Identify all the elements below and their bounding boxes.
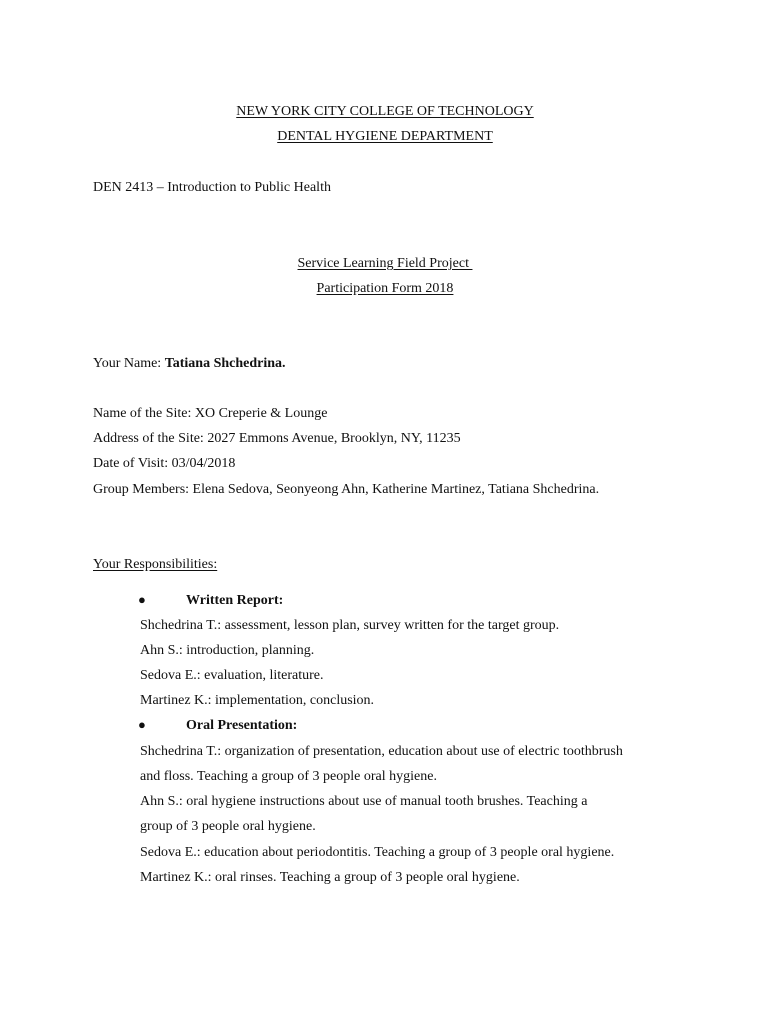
responsibilities-heading: Your Responsibilities: (93, 557, 218, 572)
oral-presentation-title: Oral Presentation: (186, 718, 298, 733)
course-line: DEN 2413 – Introduction to Public Health (93, 180, 331, 195)
written-line: Shchedrina T.: assessment, lesson plan, survey written for the target group. (140, 618, 560, 633)
form-title-line1: Service Learning Field Project (297, 256, 473, 271)
written-line: Ahn S.: introduction, planning. (140, 643, 315, 658)
bullet-icon: ● (138, 592, 146, 607)
bullet-icon: ● (138, 717, 146, 732)
site-address-line: Address of the Site: 2027 Emmons Avenue, Brooklyn, NY, 11235 (93, 431, 461, 446)
oral-line: Shchedrina T.: organization of presentation, education about use of electric toothbrush (140, 744, 623, 759)
oral-line: Martinez K.: oral rinses. Teaching a group of 3 people oral hygiene. (140, 870, 520, 885)
department-title: DENTAL HYGIENE DEPARTMENT (277, 129, 493, 144)
oral-line: and floss. Teaching a group of 3 people oral hygiene. (140, 769, 437, 784)
oral-line: group of 3 people oral hygiene. (140, 819, 316, 834)
visit-date-line: Date of Visit: 03/04/2018 (93, 456, 236, 471)
written-line: Martinez K.: implementation, conclusion. (140, 693, 375, 708)
oral-line: Ahn S.: oral hygiene instructions about use of manual tooth brushes. Teaching a (140, 794, 588, 809)
college-title: NEW YORK CITY COLLEGE OF TECHNOLOGY (236, 104, 534, 119)
name-line (93, 355, 286, 373)
name-value: Tatiana Shchedrina. (164, 356, 286, 371)
name-label: Your Name: (93, 356, 165, 371)
oral-line: Sedova E.: education about periodontitis. Teaching a group of 3 people oral hygiene. (140, 845, 615, 860)
site-name-line: Name of the Site: XO Creperie & Lounge (93, 406, 328, 421)
written-line: Sedova E.: evaluation, literature. (140, 668, 324, 683)
form-title-line2: Participation Form 2018 (316, 281, 454, 296)
group-members-line: Group Members: Elena Sedova, Seonyeong Ahn, Katherine Martinez, Tatiana Shchedrina. (93, 482, 600, 497)
written-report-title: Written Report: (186, 593, 284, 608)
